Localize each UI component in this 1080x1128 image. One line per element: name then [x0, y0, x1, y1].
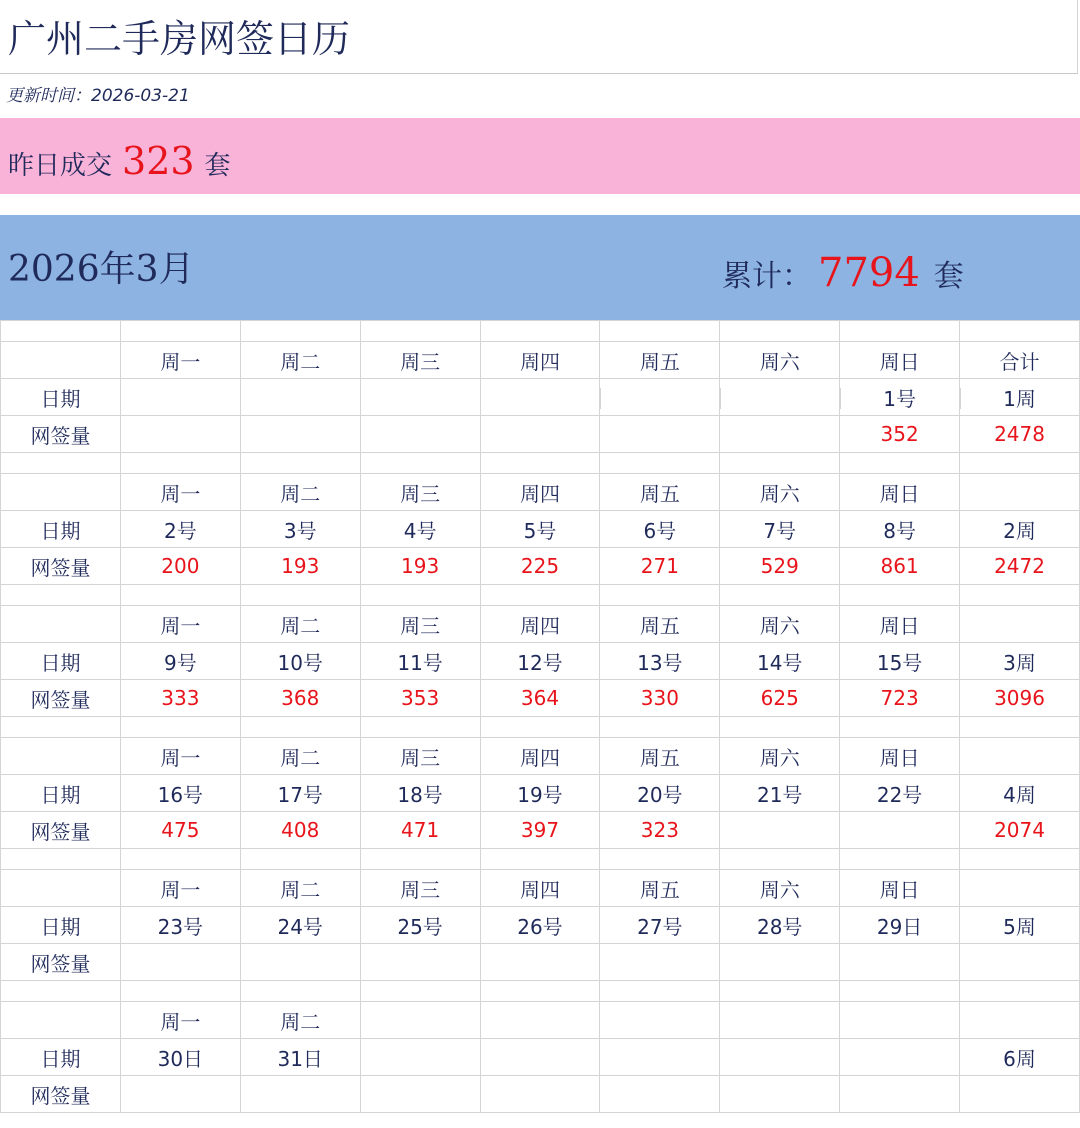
empty-cell — [360, 585, 480, 606]
volume-row — [1, 416, 1080, 453]
weekday-header: 周一 — [120, 870, 240, 907]
volume-cell: 323 — [600, 812, 720, 849]
empty-cell — [120, 453, 240, 474]
empty-cell — [960, 981, 1080, 1002]
weekday-header: 周五 — [600, 342, 720, 379]
weekday-header-row — [1, 474, 1080, 511]
volume-cell — [480, 416, 600, 453]
week-number: 1周 — [960, 379, 1080, 416]
volume-cell — [840, 1076, 960, 1113]
volume-cell: 723 — [840, 680, 960, 717]
empty-cell — [720, 453, 840, 474]
weekday-header: 周六 — [720, 738, 840, 775]
empty-cell — [1, 453, 121, 474]
volume-cell: 333 — [120, 680, 240, 717]
empty-cell — [960, 717, 1080, 738]
empty-cell — [600, 585, 720, 606]
empty-cell — [120, 585, 240, 606]
date-cell: 9号 — [120, 643, 240, 680]
weekday-header-row — [1, 342, 1080, 379]
volume-cell: 193 — [240, 548, 360, 585]
row-label-volume: 网签量 — [1, 944, 121, 981]
volume-cell: 353 — [360, 680, 480, 717]
week-total: 2074 — [960, 812, 1080, 849]
month-label: 2026年3月 — [8, 249, 195, 290]
volume-cell — [600, 416, 720, 453]
weekday-header: 周日 — [840, 606, 960, 643]
volume-row — [1, 680, 1080, 717]
date-cell: 12号 — [480, 643, 600, 680]
weekday-header: 周一 — [120, 738, 240, 775]
date-cell: 18号 — [360, 775, 480, 812]
empty-cell — [1, 585, 121, 606]
empty-cell — [360, 981, 480, 1002]
date-cell: 10号 — [240, 643, 360, 680]
date-cell — [720, 1039, 840, 1076]
weekday-header — [960, 474, 1080, 511]
volume-row — [1, 812, 1080, 849]
spacer-row — [1, 849, 1080, 870]
volume-cell: 368 — [240, 680, 360, 717]
volume-cell: 625 — [720, 680, 840, 717]
weekday-header: 周日 — [840, 870, 960, 907]
volume-cell: 861 — [840, 548, 960, 585]
empty-cell — [600, 717, 720, 738]
volume-cell — [360, 1076, 480, 1113]
empty-cell — [1, 1002, 121, 1039]
date-cell: 11号 — [360, 643, 480, 680]
empty-cell — [720, 981, 840, 1002]
row-label-date: 日期 — [1, 379, 121, 416]
weekday-header: 周日 — [840, 342, 960, 379]
empty-cell — [720, 849, 840, 870]
empty-cell — [840, 981, 960, 1002]
weekday-header: 周四 — [480, 474, 600, 511]
weekday-header: 周二 — [240, 606, 360, 643]
weekday-header: 周二 — [240, 738, 360, 775]
volume-cell — [720, 416, 840, 453]
empty-cell — [360, 453, 480, 474]
date-cell: 15号 — [840, 643, 960, 680]
weekday-header-row — [1, 738, 1080, 775]
week-total: 2472 — [960, 548, 1080, 585]
empty-cell — [120, 321, 240, 342]
spacer-row — [0, 194, 1080, 215]
row-label-volume: 网签量 — [1, 548, 121, 585]
date-cell: 24号 — [240, 907, 360, 944]
weekday-header: 周日 — [840, 738, 960, 775]
date-cell — [360, 1039, 480, 1076]
volume-cell — [720, 812, 840, 849]
volume-cell: 225 — [480, 548, 600, 585]
date-cell — [840, 1039, 960, 1076]
empty-cell — [1, 474, 121, 511]
empty-cell — [120, 849, 240, 870]
weekday-header-row — [1, 606, 1080, 643]
cumulative-value: 7794 — [818, 250, 920, 296]
spacer-row — [1, 981, 1080, 1002]
weekday-header: 周三 — [360, 342, 480, 379]
date-cell: 26号 — [480, 907, 600, 944]
empty-cell — [240, 321, 360, 342]
spacer-row — [1, 717, 1080, 738]
weekday-header: 周五 — [600, 474, 720, 511]
volume-cell — [600, 944, 720, 981]
weekday-header: 周五 — [600, 870, 720, 907]
empty-cell — [1, 738, 121, 775]
weekday-header: 周二 — [240, 870, 360, 907]
date-cell — [600, 379, 720, 416]
empty-cell — [480, 453, 600, 474]
weekday-header: 周二 — [240, 342, 360, 379]
month-banner — [0, 215, 1080, 320]
date-cell — [360, 379, 480, 416]
weekday-header: 周一 — [120, 474, 240, 511]
volume-row — [1, 944, 1080, 981]
date-cell: 28号 — [720, 907, 840, 944]
volume-cell: 271 — [600, 548, 720, 585]
date-cell: 27号 — [600, 907, 720, 944]
empty-cell — [840, 849, 960, 870]
week-total — [960, 1076, 1080, 1113]
weekday-header: 周四 — [480, 738, 600, 775]
weekday-header — [960, 606, 1080, 643]
date-cell — [720, 379, 840, 416]
volume-row — [1, 1076, 1080, 1113]
empty-cell — [480, 981, 600, 1002]
volume-cell — [840, 944, 960, 981]
date-cell: 4号 — [360, 511, 480, 548]
week-number: 5周 — [960, 907, 1080, 944]
weekday-header: 周六 — [720, 474, 840, 511]
empty-cell — [720, 321, 840, 342]
row-label-volume: 网签量 — [1, 1076, 121, 1113]
volume-cell: 475 — [120, 812, 240, 849]
weekday-header — [360, 1002, 480, 1039]
date-cell: 8号 — [840, 511, 960, 548]
week-number: 2周 — [960, 511, 1080, 548]
volume-cell: 471 — [360, 812, 480, 849]
week-number: 6周 — [960, 1039, 1080, 1076]
cumulative-label: 累计： — [722, 259, 812, 294]
empty-cell — [360, 717, 480, 738]
date-row — [1, 511, 1080, 548]
empty-cell — [840, 717, 960, 738]
cumulative-total — [722, 215, 964, 335]
weekday-header-row — [1, 1002, 1080, 1039]
volume-cell: 364 — [480, 680, 600, 717]
empty-cell — [240, 585, 360, 606]
empty-cell — [840, 453, 960, 474]
empty-cell — [240, 717, 360, 738]
weekday-header — [840, 1002, 960, 1039]
volume-cell: 529 — [720, 548, 840, 585]
weekday-header: 周三 — [360, 738, 480, 775]
date-row — [1, 775, 1080, 812]
empty-cell — [1, 849, 121, 870]
weekday-header: 周日 — [840, 474, 960, 511]
empty-cell — [600, 321, 720, 342]
date-cell: 7号 — [720, 511, 840, 548]
volume-cell — [120, 1076, 240, 1113]
weekday-header-row — [1, 870, 1080, 907]
weekday-header: 周五 — [600, 738, 720, 775]
weekday-header: 周一 — [120, 1002, 240, 1039]
date-cell: 16号 — [120, 775, 240, 812]
weekday-header: 周六 — [720, 870, 840, 907]
volume-cell — [600, 1076, 720, 1113]
date-cell: 31日 — [240, 1039, 360, 1076]
empty-cell — [360, 849, 480, 870]
date-cell: 1号 — [840, 379, 960, 416]
date-row — [1, 643, 1080, 680]
weekday-header: 周二 — [240, 474, 360, 511]
weekday-header: 周六 — [720, 606, 840, 643]
weekday-header: 周三 — [360, 606, 480, 643]
yesterday-count: 323 — [122, 139, 195, 183]
date-cell — [600, 1039, 720, 1076]
volume-cell: 330 — [600, 680, 720, 717]
weekday-header: 周四 — [480, 342, 600, 379]
empty-cell — [240, 453, 360, 474]
date-row — [1, 379, 1080, 416]
page-title: 广州二手房网签日历 — [0, 0, 1078, 74]
volume-cell — [720, 944, 840, 981]
volume-cell: 397 — [480, 812, 600, 849]
week-number: 4周 — [960, 775, 1080, 812]
empty-cell — [960, 321, 1080, 342]
date-cell: 22号 — [840, 775, 960, 812]
cumulative-unit: 套 — [933, 259, 964, 294]
spacer-row — [1, 453, 1080, 474]
empty-cell — [960, 453, 1080, 474]
empty-cell — [840, 585, 960, 606]
date-cell: 5号 — [480, 511, 600, 548]
volume-cell — [240, 1076, 360, 1113]
empty-cell — [360, 321, 480, 342]
weekday-header: 周一 — [120, 606, 240, 643]
weekday-header: 周三 — [360, 870, 480, 907]
calendar-table — [0, 320, 1080, 1113]
date-cell: 3号 — [240, 511, 360, 548]
empty-cell — [240, 849, 360, 870]
weekday-header: 周二 — [240, 1002, 360, 1039]
volume-cell — [120, 416, 240, 453]
empty-cell — [1, 321, 121, 342]
volume-cell — [480, 944, 600, 981]
row-label-date: 日期 — [1, 775, 121, 812]
weekday-header: 周六 — [720, 342, 840, 379]
week-total — [960, 944, 1080, 981]
weekday-header: 周五 — [600, 606, 720, 643]
empty-cell — [1, 870, 121, 907]
empty-cell — [480, 849, 600, 870]
weekday-header: 周四 — [480, 870, 600, 907]
volume-cell: 200 — [120, 548, 240, 585]
empty-cell — [120, 717, 240, 738]
date-cell — [480, 1039, 600, 1076]
weekday-header: 周一 — [120, 342, 240, 379]
empty-cell — [1, 717, 121, 738]
empty-cell — [600, 453, 720, 474]
row-label-volume: 网签量 — [1, 416, 121, 453]
weekday-header — [960, 738, 1080, 775]
date-cell — [240, 379, 360, 416]
empty-cell — [960, 585, 1080, 606]
empty-cell — [480, 321, 600, 342]
weekday-header — [480, 1002, 600, 1039]
yesterday-banner — [0, 118, 1080, 194]
empty-cell — [1, 606, 121, 643]
yesterday-label: 昨日成交 — [8, 151, 113, 181]
volume-cell — [120, 944, 240, 981]
row-label-date: 日期 — [1, 1039, 121, 1076]
date-cell: 25号 — [360, 907, 480, 944]
spacer-row — [1, 321, 1080, 342]
date-cell: 2号 — [120, 511, 240, 548]
weekday-header — [600, 1002, 720, 1039]
date-cell — [480, 379, 600, 416]
date-cell: 14号 — [720, 643, 840, 680]
date-row — [1, 1039, 1080, 1076]
volume-cell — [240, 944, 360, 981]
date-cell: 20号 — [600, 775, 720, 812]
date-cell: 29日 — [840, 907, 960, 944]
row-label-volume: 网签量 — [1, 812, 121, 849]
weekday-header: 合计 — [960, 342, 1080, 379]
weekday-header — [960, 870, 1080, 907]
empty-cell — [480, 585, 600, 606]
date-cell: 13号 — [600, 643, 720, 680]
weekday-header: 周四 — [480, 606, 600, 643]
week-number: 3周 — [960, 643, 1080, 680]
date-cell: 21号 — [720, 775, 840, 812]
spacer-row — [1, 585, 1080, 606]
weekday-header — [720, 1002, 840, 1039]
volume-cell: 408 — [240, 812, 360, 849]
weekday-header — [960, 1002, 1080, 1039]
empty-cell — [1, 981, 121, 1002]
weekday-header: 周三 — [360, 474, 480, 511]
empty-cell — [120, 981, 240, 1002]
date-cell: 23号 — [120, 907, 240, 944]
empty-cell — [1, 342, 121, 379]
volume-cell: 193 — [360, 548, 480, 585]
volume-cell — [480, 1076, 600, 1113]
volume-cell — [240, 416, 360, 453]
row-label-date: 日期 — [1, 511, 121, 548]
volume-row — [1, 548, 1080, 585]
volume-cell — [720, 1076, 840, 1113]
volume-cell: 352 — [840, 416, 960, 453]
empty-cell — [840, 321, 960, 342]
empty-cell — [600, 849, 720, 870]
volume-cell — [360, 416, 480, 453]
empty-cell — [960, 849, 1080, 870]
week-total: 3096 — [960, 680, 1080, 717]
row-label-date: 日期 — [1, 907, 121, 944]
empty-cell — [480, 717, 600, 738]
yesterday-unit: 套 — [204, 151, 231, 181]
volume-cell — [360, 944, 480, 981]
empty-cell — [600, 981, 720, 1002]
date-cell: 6号 — [600, 511, 720, 548]
update-time: 更新时间：2026-03-21 — [6, 86, 190, 106]
date-row — [1, 907, 1080, 944]
empty-cell — [240, 981, 360, 1002]
date-cell: 30日 — [120, 1039, 240, 1076]
volume-cell — [840, 812, 960, 849]
date-cell — [120, 379, 240, 416]
date-cell: 17号 — [240, 775, 360, 812]
date-cell: 19号 — [480, 775, 600, 812]
empty-cell — [720, 717, 840, 738]
row-label-date: 日期 — [1, 643, 121, 680]
week-total: 2478 — [960, 416, 1080, 453]
empty-cell — [720, 585, 840, 606]
row-label-volume: 网签量 — [1, 680, 121, 717]
